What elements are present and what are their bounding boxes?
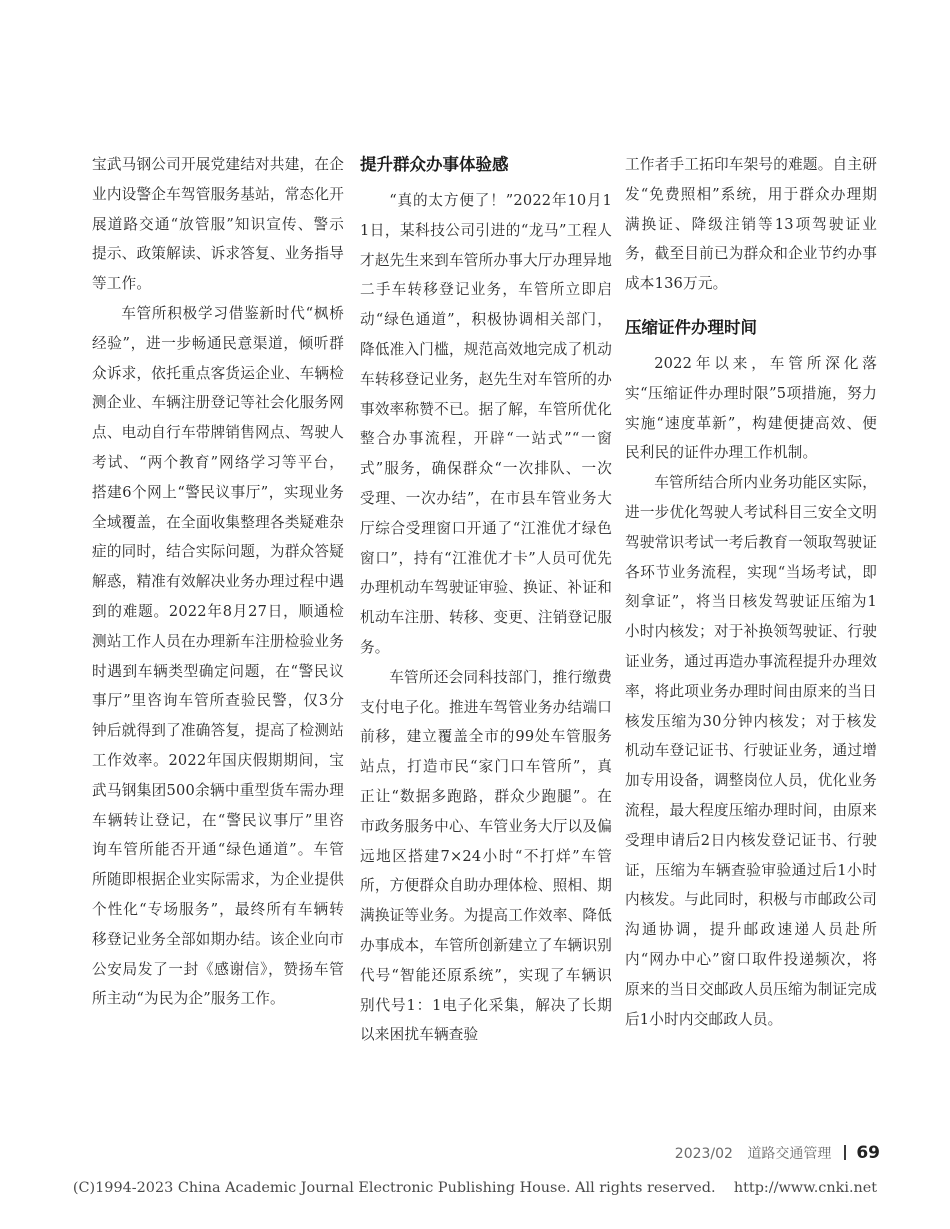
col1-paragraph-2: 车管所积极学习借鉴新时代“枫桥经验”，进一步畅通民意渠道，倾听群众诉求，依托重点客货运企业、车辆检测企业、车辆注册登记等社会化服务网点、电动自行车带牌销售网点、驾驶人考试、“两个教育”网络学习等平台，搭建6个网上“警民议事厅”，实现业务全域覆盖，在全面收集整理各类疑难杂症的同时，结合实际问题，为群众答疑解惑，精准有效解决业务办理过程中遇到的难题。2022年8月27日，顺通检测站工作人员在办理新车注册检验业务时遇到车辆类型确定问题，在“警民议事厅”里咨询车管所查验民警，仅3分钟后就得到了准确答复，提高了检测站工作效率。2022年国庆假期期间，宝武马钢集团500余辆中重型货车需办理车辆转让登记，在“警民议事厅”里咨询车管所能否开通“绿色通道”。车管所随即根据企业实际需求，为企业提供个性化“专场服务”，最终所有车辆转移登记业务全部如期办结。该企业向市公安局发了一封《感谢信》，赞扬车管所主动“为民为企”服务工作。 (92, 304, 344, 1008)
column-3 (625, 150, 877, 1034)
col3-paragraph-2: 车管所结合所内业务功能区实际，进一步优化驾驶人考试科目三安全文明驾驶常识考试一考后教育一领取驾驶证各环节业务流程，实现“当场考试，即刻拿证”，将当日核发驾驶证压缩为1小时内核发；对于补换领驾驶证、行驶证业务，通过再造办事流程提升办理效率，将此项业务办理时间由原来的当日核发压缩为30分钟内核发；对于核发机动车登记证书、行驶证业务，通过增加专用设备，调整岗位人员，优化业务流程，最大程度压缩办理时间，由原来受理申请后2日内核发登记证书、行驶证，压缩为车辆查验审验通过后1小时内核发。与此同时，积极与市邮政公司沟通协调，提升邮政速递人员赴所内“网办中心”窗口取件投递频次，将原来的当日交邮政人员压缩为制证完成后1小时内交邮政人员。 (625, 474, 877, 1028)
column-1 (92, 150, 344, 1014)
col2-paragraph-2: 车管所还会同科技部门，推行缴费支付电子化。推进车驾管业务办结端口前移，建立覆盖全市的99处车管服务站点，打造市民“家门口车管所”，真正让“数据多跑路，群众少跑腿”。在市政务服务中心、车管业务大厅以及偏远地区搭建7×24小时“不打烊”车管所，方便群众自助办理体检、照相、期满换证等业务。为提高工作效率、降低办事成本，车管所创新建立了车辆识别代号“智能还原系统”，实现了车辆识别代号1：1电子化采集，解决了长期以来困扰车辆查验 (360, 668, 612, 1044)
col3-paragraph-0: 工作者手工拓印车架号的难题。自主研发“免费照相”系统，用于群众办理期满换证、降级注销等13项驾驶证业务，截至目前已为群众和企业节约办事成本136万元。 (625, 156, 877, 293)
col1-paragraph-1: 宝武马钢公司开展党建结对共建，在企业内设警企车驾管服务基站，常态化开展道路交通“放管服”知识宣传、警示提示、政策解读、诉求答复、业务指导等工作。 (92, 156, 344, 293)
col3-paragraph-1: 2022年以来，车管所深化落实“压缩证件办理时限”5项措施，努力实施“速度革新”，构建便捷高效、便民利民的证件办理工作机制。 (625, 354, 877, 462)
footer-divider (844, 1145, 846, 1160)
section-heading-experience: 提升群众办事体验感 (360, 155, 509, 174)
page-footer (675, 1143, 880, 1163)
page-number: 69 (856, 1143, 880, 1163)
journal-name: 道路交通管理 (747, 1146, 832, 1162)
column-2 (360, 150, 612, 1050)
copyright-notice: (C)1994-2023 China Academic Journal Electronic Publishing House. All rights reserved. http://www.cnki.net (72, 1180, 878, 1196)
section-heading-time: 压缩证件办理时间 (625, 317, 757, 337)
issue-number: 2023/02 (674, 1146, 733, 1162)
col2-paragraph-1: “真的太方便了！”2022年10月11日，某科技公司引进的“龙马”工程人才赵先生来到车管所办事大厅办理异地二手车转移登记业务，车管所立即启动“绿色通道”，积极协调相关部门，降低准入门槛，规范高效地完成了机动车转移登记业务，赵先生对车管所的办事效率称赞不已。据了解，车管所优化整合办事流程，开辟“一站式”“一窗式”服务，确保群众“一次排队、一次受理、一次办结”，在市县车管业务大厅综合受理窗口开通了“江淮优才绿色窗口”，持有“江淮优才卡”人员可优先办理机动车驾驶证审验、换证、补证和机动车注册、转移、变更、注销登记服务。 (360, 192, 612, 656)
